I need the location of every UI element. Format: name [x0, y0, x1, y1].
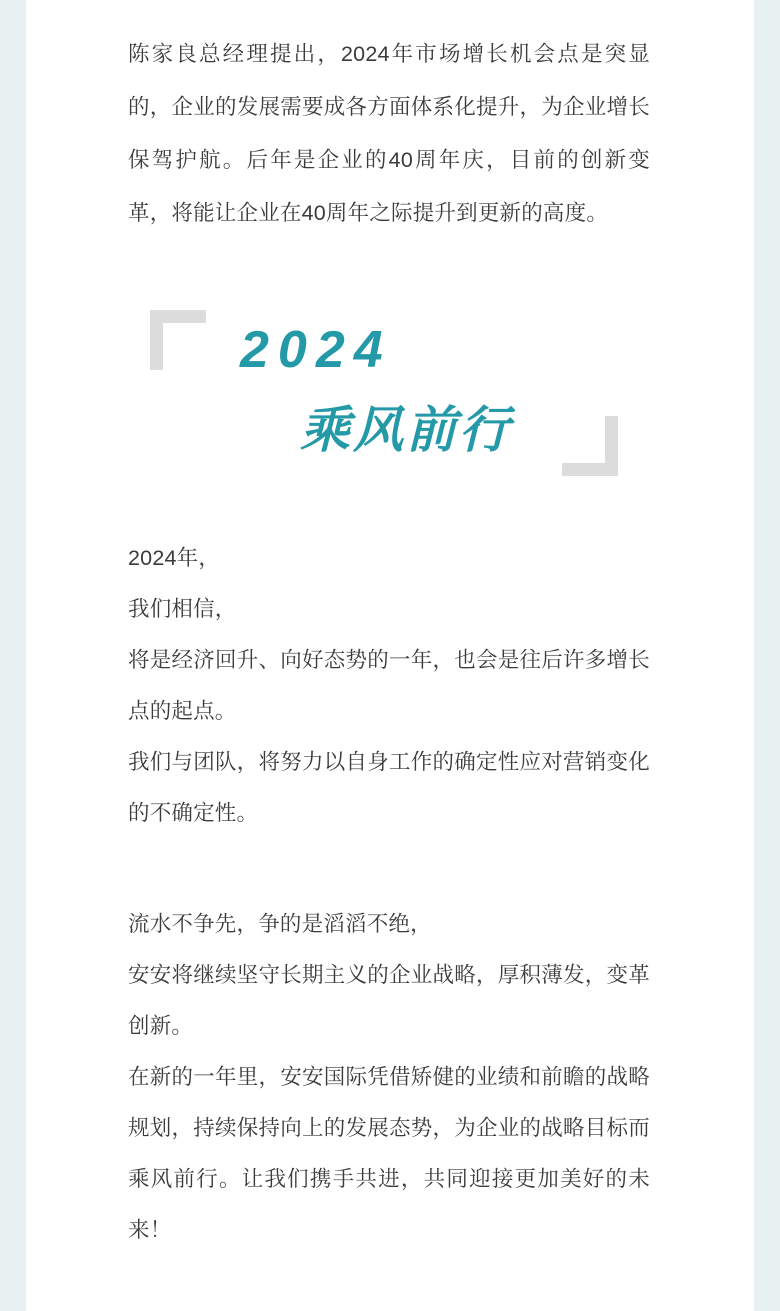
top-paragraph-block	[128, 0, 650, 240]
stanza-line: 在新的一年里，安安国际凭借矫健的业绩和前瞻的战略规划，持续保持向上的发展态势，为企业的战略目标而乘风前行。让我们携手共进，共同迎接更加美好的未来！	[128, 1065, 650, 1242]
stanza-line: 我们与团队，将努力以自身工作的确定性应对营销变化的不确定性。	[128, 750, 650, 825]
stanza-line: 将是经济回升、向好态势的一年，也会是往后许多增长点的起点。	[128, 648, 650, 723]
stanza-line: 安安将继续坚守长期主义的企业战略，厚积薄发，变革创新。	[128, 963, 650, 1038]
title-main: 乘风前行	[300, 402, 512, 458]
stanza-gap	[128, 839, 650, 889]
stanza-two	[128, 899, 650, 1256]
corner-quote-open-icon	[150, 310, 206, 370]
stanza-line: 2024年，	[128, 546, 221, 570]
stanza-line: 我们相信，	[128, 597, 237, 621]
corner-quote-close-icon	[562, 416, 618, 476]
top-paragraph: 陈家良总经理提出，2024年市场增长机会点是突显的，企业的发展需要成各方面体系化提升，为企业增长保驾护航。后年是企业的40周年庆，目前的创新变革，将能让企业在40周年之际提升到更新的高度。	[128, 42, 650, 225]
stanza-line: 流水不争先，争的是滔滔不绝，	[128, 912, 432, 936]
stanza-one	[128, 533, 650, 839]
title-year: 2024	[240, 321, 392, 379]
bottom-padding	[128, 1256, 650, 1296]
title-block	[128, 302, 650, 507]
